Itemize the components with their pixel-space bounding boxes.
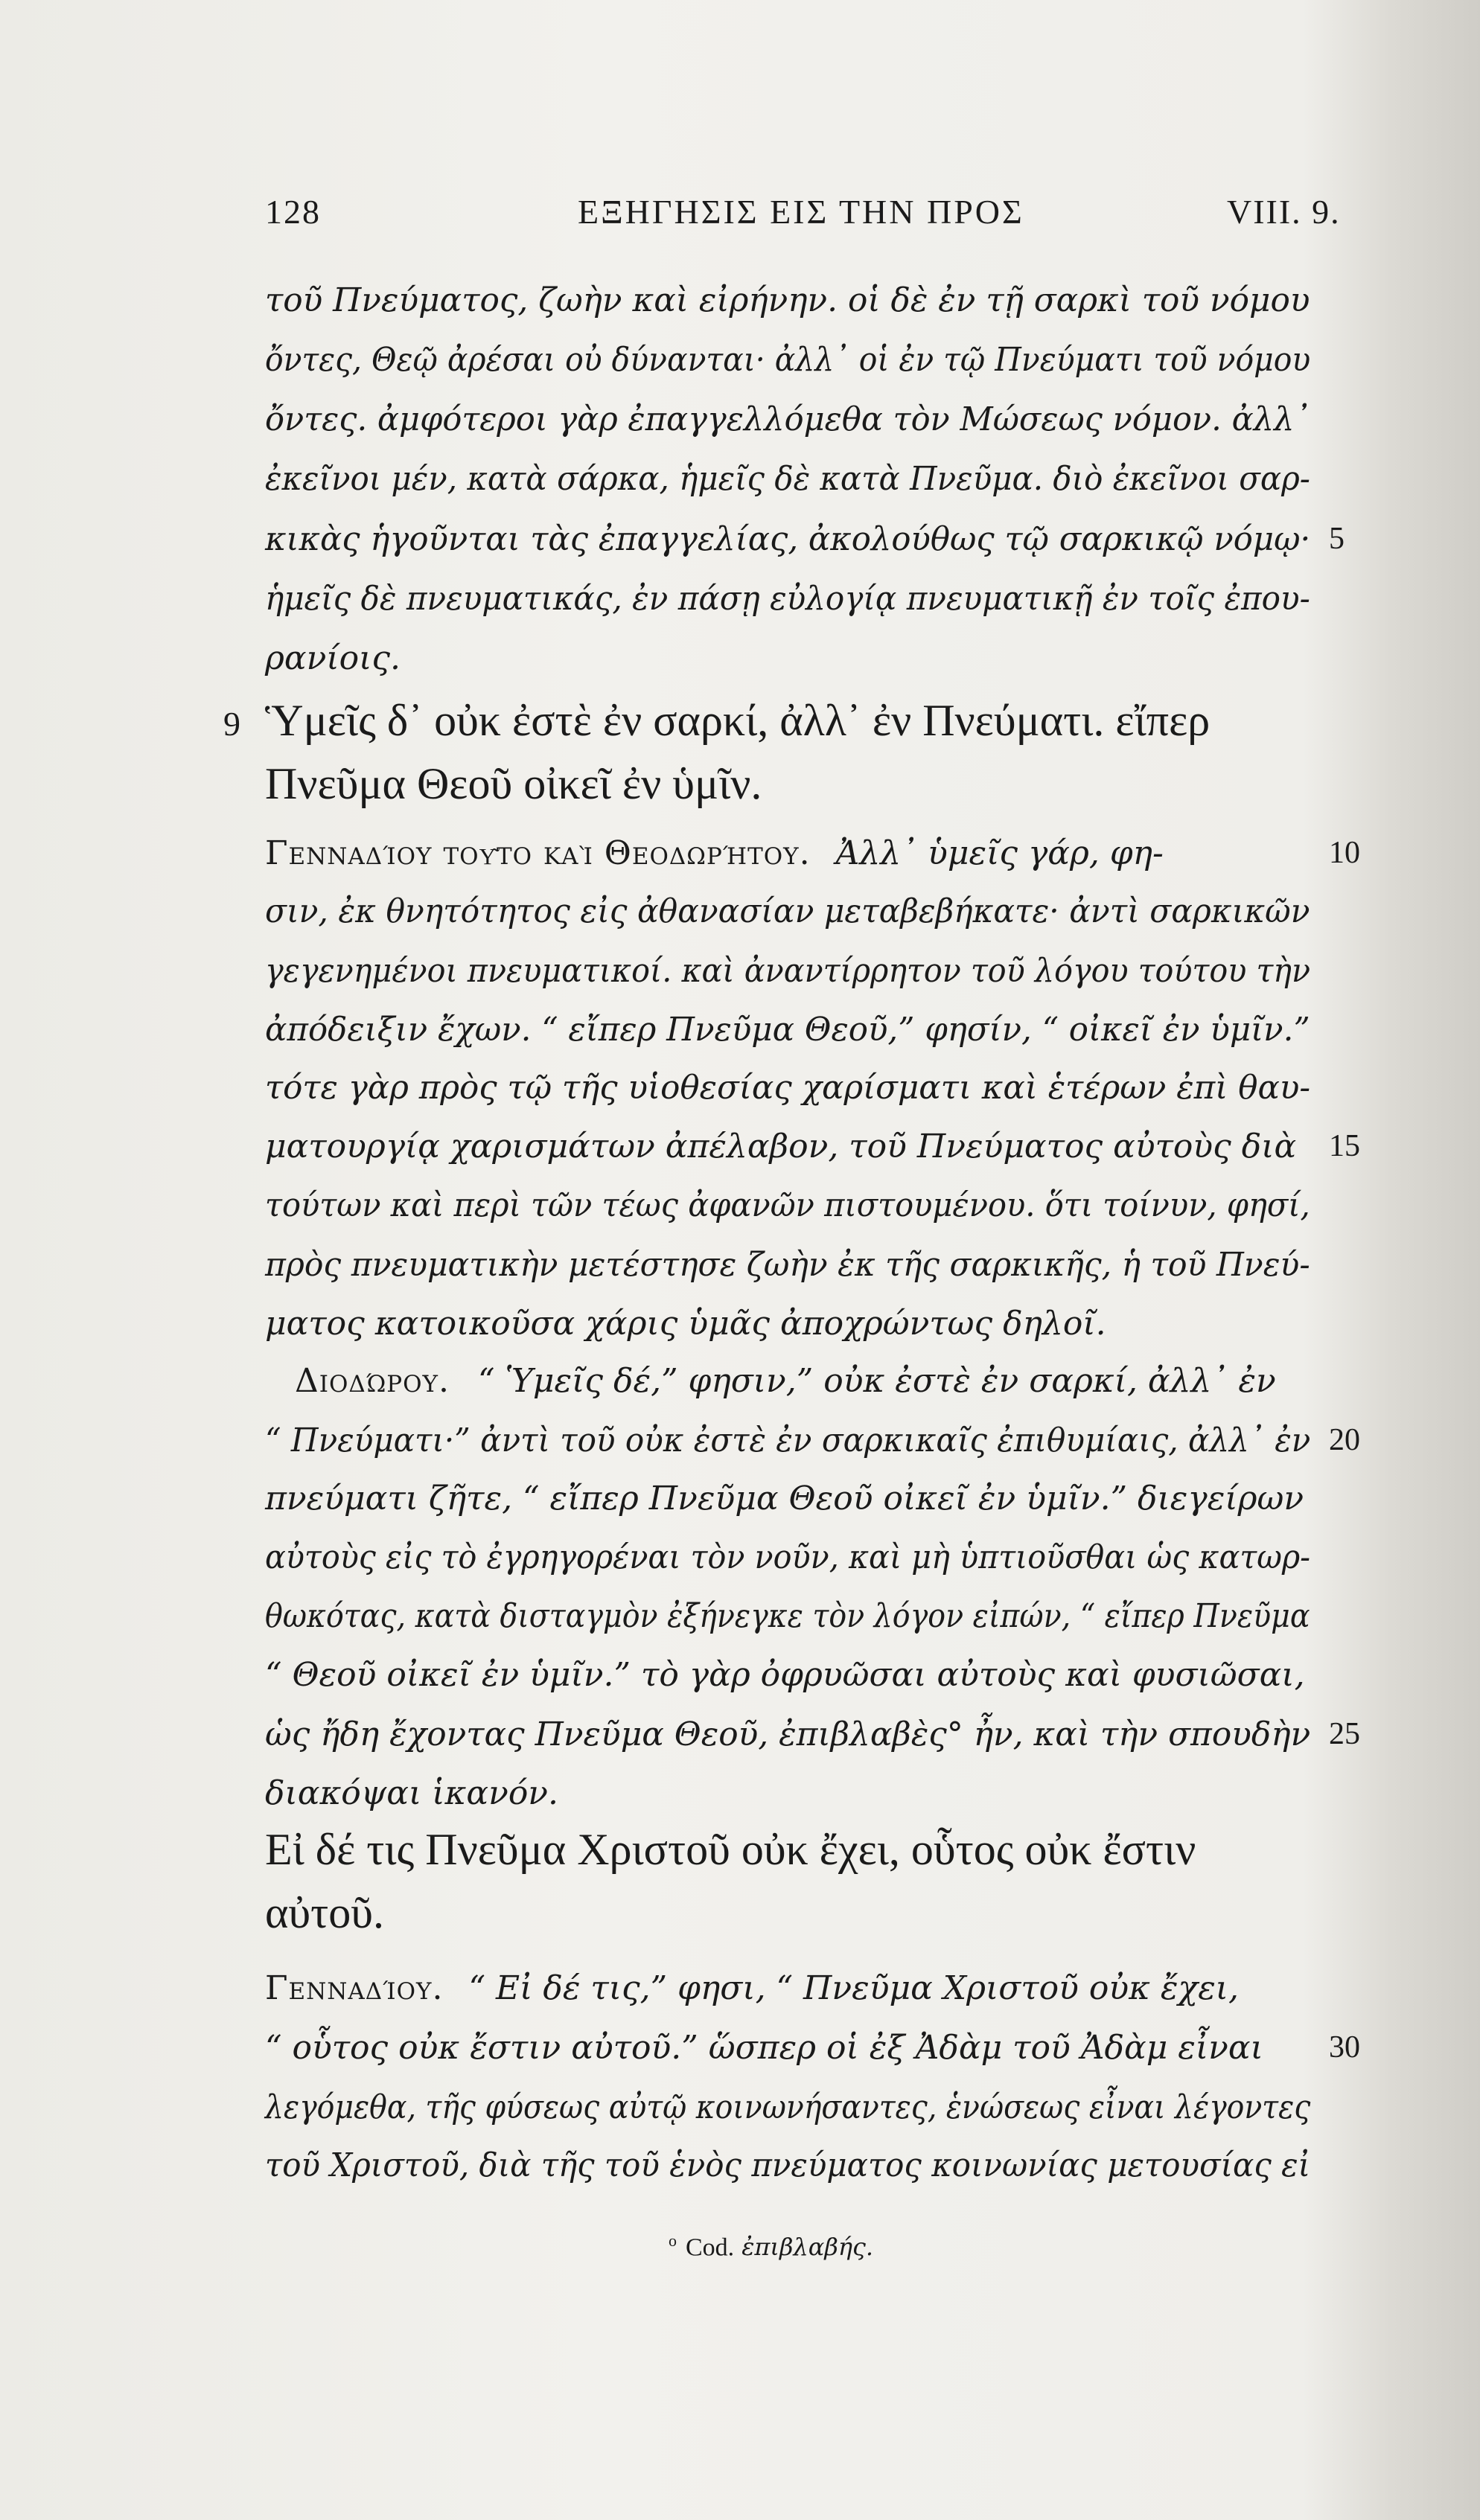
- page-number: 128: [265, 193, 321, 231]
- commentary-line: τούτων καὶ περὶ τῶν τέως ἀφανῶν πιστουμένου. ὅτι τοίνυν, φησί,: [265, 1186, 1310, 1224]
- commentary-line: θωκότας, κατὰ δισταγμὸν ἐξήνεγκε τὸν λόγον εἰπών, “ εἴπερ Πνεῦμα: [265, 1597, 1310, 1635]
- margin-line-number: 5: [1329, 522, 1345, 556]
- commentary-line: τότε γὰρ πρὸς τῷ τῆς υἱοθεσίας χαρίσματι καὶ ἑτέρων ἐπὶ θαυ-: [265, 1069, 1311, 1107]
- commentator-name: Γενναδίου.: [265, 1969, 444, 2007]
- margin-line-number: 25: [1329, 1717, 1360, 1751]
- text-line: ὄντες, Θεῷ ἀρέσαι οὐ δύνανται· ἀλλ᾽ οἱ ἐν τῷ Πνεύματι τοῦ νόμου: [265, 341, 1311, 379]
- lemma-line: Εἰ δέ τις Πνεῦμα Χριστοῦ οὐκ ἔχει, οὗτος οὐκ ἔστιν: [265, 1825, 1196, 1874]
- commentary-line: αὐτοὺς εἰς τὸ ἐγρηγορέναι τὸν νοῦν, καὶ μὴ ὑπτιοῦσθαι ὡς κατωρ-: [265, 1538, 1311, 1576]
- running-title: ΕΞΗΓΗΣΙΣ ΕΙΣ ΤΗΝ ΠΡΟΣ: [578, 193, 1024, 231]
- commentary-line: πρὸς πνευματικὴν μετέστησε ζωὴν ἐκ τῆς σαρκικῆς, ἡ τοῦ Πνεύ-: [265, 1246, 1310, 1284]
- footnote-mark: o: [669, 2231, 677, 2250]
- commentator-name: Διοδώρου.: [295, 1362, 450, 1400]
- commentary-text: “ Ὑμεῖς δέ,” φησιν,” οὐκ ἐστὲ ἐν σαρκί, ἀλλ᾽ ἐν: [477, 1362, 1276, 1400]
- commentary-line: γεγενημένοι πνευματικοί. καὶ ἀναντίρρητον τοῦ λόγου τούτου τὴν: [265, 952, 1311, 990]
- commentary-line: λεγόμεθα, τῆς φύσεως αὐτῷ κοινωνήσαντες, ἑνώσεως εἶναι λέγοντες: [265, 2088, 1311, 2126]
- footnote: [669, 2233, 873, 2260]
- text-line: ρανίοις.: [265, 639, 401, 677]
- commentary-line: “ Θεοῦ οἰκεῖ ἐν ὑμῖν.” τὸ γὰρ ὀφρυῶσαι αὐτοὺς καὶ φυσιῶσαι,: [265, 1656, 1305, 1694]
- commentary-line: ὡς ἤδη ἔχοντας Πνεῦμα Θεοῦ, ἐπιβλαβὲς° ἦν, καὶ τὴν σπουδὴν: [265, 1715, 1311, 1753]
- commentary-line: [265, 1362, 1276, 1400]
- margin-line-number: 20: [1329, 1423, 1360, 1457]
- verse-number: 9: [223, 705, 240, 743]
- commentary-line: σιν, ἐκ θνητότητος εἰς ἀθανασίαν μεταβεβήκατε· ἀντὶ σαρκικῶν: [265, 892, 1310, 930]
- text-line: τοῦ Πνεύματος, ζωὴν καὶ εἰρήνην. οἱ δὲ ἐν τῇ σαρκὶ τοῦ νόμου: [265, 281, 1310, 319]
- commentary-line: [265, 1969, 1240, 2007]
- commentator-name: Γενναδίου τοῦτο καὶ Θεοδωρήτου.: [265, 834, 811, 872]
- footnote-label: Cod.: [686, 2233, 735, 2262]
- margin-line-number: 15: [1329, 1129, 1360, 1163]
- text-line: ἐκεῖνοι μέν, κατὰ σάρκα, ἡμεῖς δὲ κατὰ Πνεῦμα. διὸ ἐκεῖνοι σαρ-: [265, 460, 1310, 498]
- commentary-line: ματουργίᾳ χαρισμάτων ἀπέλαβον, τοῦ Πνεύματος αὐτοὺς διὰ: [265, 1128, 1297, 1165]
- text-line: ἡμεῖς δὲ πνευματικάς, ἐν πάσῃ εὐλογίᾳ πνευματικῇ ἐν τοῖς ἐπου-: [265, 580, 1310, 618]
- lemma-line: αὐτοῦ.: [265, 1888, 384, 1937]
- margin-line-number: 10: [1329, 836, 1360, 870]
- chapter-reference: VIII. 9.: [1227, 193, 1341, 231]
- lemma-line: Πνεῦμα Θεοῦ οἰκεῖ ἐν ὑμῖν.: [265, 759, 762, 808]
- commentary-text: “ Εἰ δέ τις,” φησι, “ Πνεῦμα Χριστοῦ οὐκ ἔχει,: [468, 1969, 1240, 2007]
- text-line: κικὰς ἡγοῦνται τὰς ἐπαγγελίας, ἀκολούθως τῷ σαρκικῷ νόμῳ·: [265, 520, 1311, 558]
- commentary-text: Ἀλλ᾽ ὑμεῖς γάρ, φη-: [835, 834, 1164, 872]
- commentary-line: πνεύματι ζῆτε, “ εἴπερ Πνεῦμα Θεοῦ οἰκεῖ ἐν ὑμῖν.” διεγείρων: [265, 1480, 1304, 1518]
- lemma-line: Ὑμεῖς δ᾽ οὐκ ἐστὲ ἐν σαρκί, ἀλλ᾽ ἐν Πνεύματι. εἴπερ: [265, 696, 1211, 745]
- commentary-line: τοῦ Χριστοῦ, διὰ τῆς τοῦ ἑνὸς πνεύματος κοινωνίας μετουσίας εἰ: [265, 2146, 1311, 2184]
- margin-line-number: 30: [1329, 2030, 1360, 2065]
- commentary-line: “ Πνεύματι·” ἀντὶ τοῦ οὐκ ἐστὲ ἐν σαρκικαῖς ἐπιθυμίαις, ἀλλ᾽ ἐν: [265, 1422, 1311, 1459]
- text-line: ὄντες. ἀμφότεροι γὰρ ἐπαγγελλόμεθα τὸν Μώσεως νόμον. ἀλλ᾽: [265, 400, 1311, 438]
- commentary-line: διακόψαι ἱκανόν.: [265, 1774, 559, 1812]
- commentary-line: ἀπόδειξιν ἔχων. “ εἴπερ Πνεῦμα Θεοῦ,” φησίν, “ οἰκεῖ ἐν ὑμῖν.”: [265, 1011, 1310, 1049]
- footnote-reading: ἐπιβλαβής.: [741, 2233, 874, 2262]
- commentary-line: “ οὗτος οὐκ ἔστιν αὐτοῦ.” ὥσπερ οἱ ἐξ Ἀδὰμ τοῦ Ἀδὰμ εἶναι: [265, 2029, 1263, 2067]
- commentary-line: [265, 834, 1164, 872]
- commentary-line: ματος κατοικοῦσα χάρις ὑμᾶς ἀποχρώντως δηλοῖ.: [265, 1305, 1106, 1343]
